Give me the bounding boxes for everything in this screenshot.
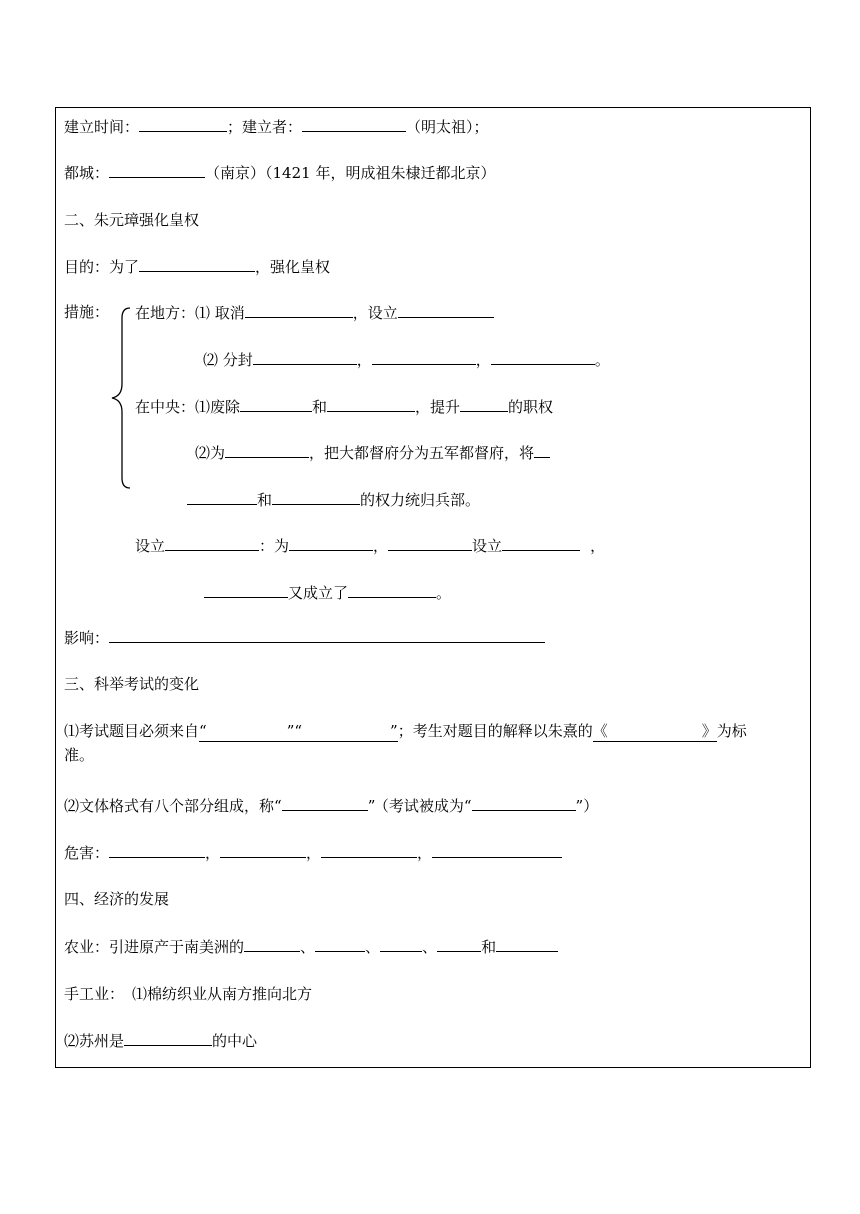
crop-blank-2[interactable] bbox=[315, 936, 365, 952]
central2-label: ⑵为 bbox=[195, 444, 226, 462]
central2-blank[interactable] bbox=[225, 442, 309, 458]
comma: ， bbox=[356, 351, 372, 369]
setup-blank-2[interactable] bbox=[289, 535, 373, 551]
impact-row bbox=[64, 627, 545, 648]
local-row bbox=[135, 302, 494, 323]
suzhou-blank[interactable] bbox=[124, 1030, 212, 1046]
impact-label: 影响： bbox=[64, 629, 110, 647]
military-blank-2[interactable] bbox=[272, 489, 360, 505]
capital-blank[interactable] bbox=[109, 162, 205, 178]
exam-q1-row bbox=[64, 721, 747, 742]
craft-label: 手工业： bbox=[64, 985, 125, 1003]
crop-blank-3[interactable] bbox=[380, 936, 422, 952]
setup-blank-1[interactable] bbox=[165, 535, 259, 551]
fief-blank-3[interactable] bbox=[491, 349, 595, 365]
harm-blank-4[interactable] bbox=[432, 842, 562, 858]
agri-row bbox=[64, 936, 558, 957]
central2-cont-row bbox=[187, 489, 480, 510]
q1-label: ⑴考试题目必须来自 bbox=[64, 722, 200, 740]
q1-mid: ；考生对题目的解释以朱熹的 bbox=[397, 722, 593, 740]
also-formed-label: 又成立了 bbox=[288, 584, 349, 602]
harm-row bbox=[64, 842, 562, 863]
establish-blank[interactable] bbox=[398, 302, 494, 318]
harm-blank-2[interactable] bbox=[220, 842, 306, 858]
comma: ， bbox=[373, 537, 389, 555]
duty-label: 的职权 bbox=[508, 398, 554, 416]
central-row bbox=[135, 396, 553, 417]
founder-label: 建立者： bbox=[242, 118, 303, 136]
exam-q1-wrap: 准。 bbox=[64, 746, 95, 764]
central2-tail: 的权力统归兵部。 bbox=[360, 491, 481, 509]
fief-label: ⑵ 分封 bbox=[203, 351, 253, 369]
local-mid: ，设立 bbox=[352, 304, 398, 322]
purpose-blank[interactable] bbox=[139, 256, 255, 272]
q2-paren-open: （考试被成为 bbox=[381, 797, 464, 815]
period: 。 bbox=[594, 351, 610, 369]
and-word: 和 bbox=[312, 398, 328, 416]
q1-quotes bbox=[199, 721, 398, 742]
also-formed-row bbox=[204, 582, 451, 603]
setup-for: ：为 bbox=[259, 537, 290, 555]
local-label: 在地方：⑴ 取消 bbox=[135, 304, 245, 322]
craft-row bbox=[64, 984, 312, 1004]
quote-close: ” bbox=[390, 722, 398, 740]
central2-blank-short[interactable] bbox=[534, 442, 550, 458]
q1-tail: 为标 bbox=[716, 722, 747, 740]
measures-label: 措施： bbox=[64, 303, 110, 321]
fief-row bbox=[203, 349, 610, 370]
purpose-label: 目的：为了 bbox=[64, 258, 140, 276]
abolish-blank[interactable] bbox=[245, 302, 353, 318]
craft2-row bbox=[64, 1030, 257, 1051]
measures-brace bbox=[108, 306, 134, 490]
impact-blank[interactable] bbox=[109, 627, 545, 643]
central-label: 在中央：⑴废除 bbox=[135, 398, 241, 416]
comma: ， bbox=[306, 844, 322, 862]
section4-heading: 四、经济的发展 bbox=[64, 890, 170, 908]
enum-comma: 、 bbox=[300, 938, 316, 956]
section3-heading: 三、科举考试的变化 bbox=[64, 675, 200, 693]
enum-comma: 、 bbox=[422, 938, 438, 956]
q1-book bbox=[593, 721, 717, 742]
exam-q2-row bbox=[64, 795, 598, 816]
comma: ， bbox=[205, 844, 221, 862]
capital-row bbox=[64, 162, 495, 183]
abolish-central-blank-2[interactable] bbox=[327, 396, 415, 412]
purpose-tail: ，强化皇权 bbox=[255, 258, 331, 276]
craft-item-1: ⑴棉纺织业从南方推向北方 bbox=[132, 985, 313, 1003]
and-word: 和 bbox=[257, 491, 273, 509]
q2-blank-2[interactable] bbox=[472, 795, 576, 811]
quote-open: “ bbox=[199, 722, 207, 740]
setup-blank-3[interactable] bbox=[388, 535, 472, 551]
quote-open: “ bbox=[463, 797, 472, 815]
comma: ， bbox=[590, 537, 606, 555]
harm-blank-3[interactable] bbox=[321, 842, 417, 858]
separator: ； bbox=[227, 118, 243, 136]
quote-mid: ”“ bbox=[286, 722, 303, 740]
q2-blank-1[interactable] bbox=[282, 795, 368, 811]
setup-blank-4[interactable] bbox=[502, 535, 580, 551]
fief-blank-1[interactable] bbox=[253, 349, 357, 365]
period: 。 bbox=[436, 584, 452, 602]
setup-label: 设立 bbox=[135, 537, 166, 555]
crop-blank-1[interactable] bbox=[244, 936, 300, 952]
and-word: 和 bbox=[481, 938, 497, 956]
comma: ， bbox=[417, 844, 433, 862]
agri-label: 农业：引进原产于南美洲的 bbox=[64, 938, 245, 956]
capital-label: 都城： bbox=[64, 164, 110, 182]
central2-mid: ，把大都督府分为五军都督府，将 bbox=[309, 444, 535, 462]
founder-blank[interactable] bbox=[302, 116, 406, 132]
also-blank-1[interactable] bbox=[204, 582, 288, 598]
central2-row bbox=[195, 442, 550, 463]
capital-note: （南京）（1421 年，明成祖朱棣迁都北京） bbox=[205, 164, 496, 182]
craft2-tail: 的中心 bbox=[212, 1032, 258, 1050]
time-blank[interactable] bbox=[139, 116, 227, 132]
also-blank-2[interactable] bbox=[348, 582, 436, 598]
q2-label: ⑵文体格式有八个部分组成，称 bbox=[64, 797, 275, 815]
harm-label: 危害： bbox=[64, 844, 110, 862]
military-blank-1[interactable] bbox=[187, 489, 257, 505]
crop-blank-5[interactable] bbox=[496, 936, 558, 952]
harm-blank-1[interactable] bbox=[109, 842, 205, 858]
abolish-central-blank-1[interactable] bbox=[240, 396, 312, 412]
quote-open: “ bbox=[274, 797, 282, 815]
raise-label: ，提升 bbox=[415, 398, 461, 416]
enum-comma: 、 bbox=[365, 938, 381, 956]
craft2-label: ⑵苏州是 bbox=[64, 1032, 125, 1050]
quote-close: ” bbox=[367, 797, 376, 815]
setup-mid: 设立 bbox=[472, 537, 503, 555]
fief-blank-2[interactable] bbox=[372, 349, 476, 365]
founder-note: （明太祖）； bbox=[406, 118, 489, 136]
raise-blank[interactable] bbox=[460, 396, 508, 412]
book-close: 》 bbox=[701, 722, 717, 740]
section2-heading: 二、朱元璋强化皇权 bbox=[64, 211, 200, 229]
comma: ， bbox=[475, 351, 491, 369]
founding-time-label: 建立时间： bbox=[64, 118, 140, 136]
setup-row bbox=[135, 535, 605, 556]
book-open: 《 bbox=[592, 722, 608, 740]
founding-row bbox=[64, 116, 489, 137]
purpose-row bbox=[64, 256, 330, 277]
q2-paren-close: ”） bbox=[575, 797, 599, 815]
crop-blank-4[interactable] bbox=[437, 936, 481, 952]
